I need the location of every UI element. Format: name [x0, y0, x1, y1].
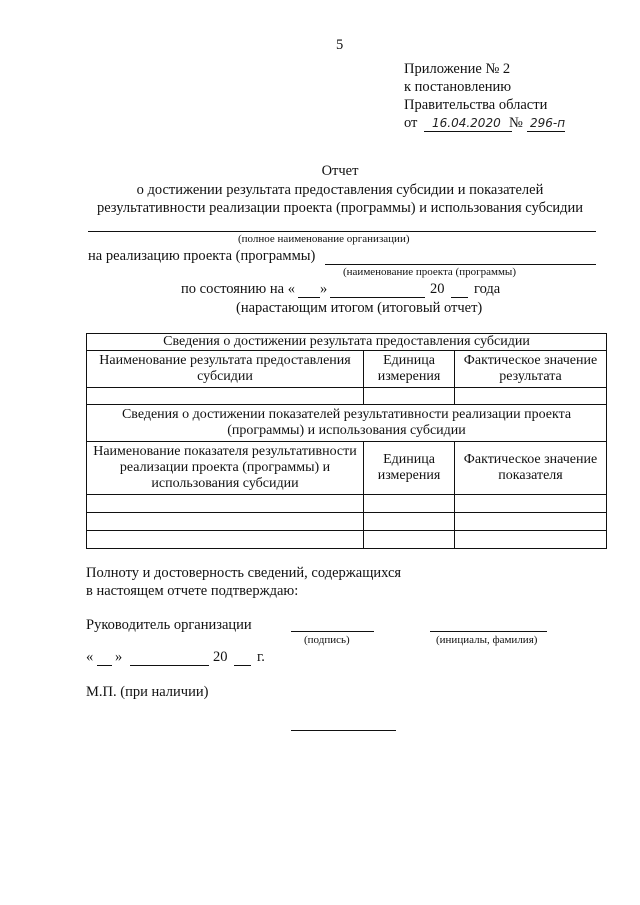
closing-rule [291, 730, 396, 731]
date-underline [424, 131, 512, 132]
section2-empty-row [87, 513, 607, 531]
sign-date-month-line [130, 665, 209, 666]
section1-header-value: Фактическое значение результата [455, 351, 607, 388]
table-cell[interactable] [87, 531, 364, 549]
table-cell[interactable] [455, 531, 607, 549]
appendix-line-2: к постановлению [404, 79, 512, 95]
project-label: на реализацию проекта (программы) [88, 248, 316, 264]
table-cell[interactable] [87, 388, 364, 405]
section1-title-row [87, 334, 607, 351]
as-of-day-line [298, 297, 320, 298]
table-cell[interactable] [455, 513, 607, 531]
sign-date-open: « [86, 649, 94, 665]
section2-empty-row [87, 531, 607, 549]
handwritten-number: 296-п [530, 116, 566, 130]
section2-header-row [87, 442, 607, 495]
stamp-label: М.П. (при наличии) [86, 684, 209, 700]
title-line-1: Отчет [321, 163, 359, 179]
table-cell[interactable] [87, 495, 364, 513]
table-cell[interactable] [364, 531, 455, 549]
title-line-3: результативности реализации проекта (программы) и использования субсидии [96, 200, 584, 216]
section2-header-value: Фактическое значение показателя [455, 442, 607, 495]
title-line-2: о достижении результата предоставления субсидии и показателей [136, 182, 544, 198]
as-of-month-line [330, 297, 425, 298]
sign-date-year-line [234, 665, 251, 666]
section2-empty-row [87, 495, 607, 513]
table-cell[interactable] [364, 495, 455, 513]
report-table [86, 333, 607, 549]
table-cell[interactable] [87, 513, 364, 531]
as-of-close-quote: » [320, 281, 328, 297]
section1-header-unit: Единица измерения [364, 351, 455, 388]
section1-title: Сведения о достижении результата предоставления субсидии [87, 334, 607, 351]
section2-header-unit: Единица измерения [364, 442, 455, 495]
initials-hint: (инициалы, фамилия) [436, 634, 538, 646]
sign-date-year-suffix: г. [257, 649, 265, 665]
sign-date-year-prefix: 20 [213, 649, 228, 665]
section1-empty-row [87, 388, 607, 405]
as-of-year-line [451, 297, 468, 298]
signature-line [291, 631, 374, 632]
table-cell[interactable] [455, 495, 607, 513]
section2-title-row [87, 405, 607, 442]
confirm-line-1: Полноту и достоверность сведений, содержащихся [86, 565, 402, 581]
as-of-year-suffix: года [474, 281, 501, 297]
confirm-line-2: в настоящем отчете подтверждаю: [86, 583, 299, 599]
handwritten-date: 16.04.2020 [432, 116, 501, 130]
appendix-line-1: Приложение № 2 [404, 61, 511, 77]
organization-name-line [88, 231, 596, 232]
section2-header-name: Наименование показателя результативности реализации проекта (программы) и использования субсидии [87, 442, 364, 495]
project-hint: (наименование проекта (программы) [343, 266, 516, 278]
project-name-line [325, 264, 596, 265]
section1-header-row [87, 351, 607, 388]
as-of-prefix: по состоянию на « [181, 281, 295, 297]
table-cell[interactable] [364, 513, 455, 531]
initials-line [430, 631, 547, 632]
section1-header-name: Наименование результата предоставления субсидии [87, 351, 364, 388]
appendix-date-prefix: от [404, 115, 418, 131]
sign-date-close: » [115, 649, 123, 665]
signature-hint: (подпись) [304, 634, 350, 646]
organization-hint: (полное наименование организации) [238, 233, 410, 245]
as-of-year-prefix: 20 [430, 281, 445, 297]
head-label: Руководитель организации [86, 617, 252, 633]
table-cell[interactable] [364, 388, 455, 405]
number-underline [527, 131, 565, 132]
cumulative-note: (нарастающим итогом (итоговый отчет) [236, 300, 483, 316]
table-cell[interactable] [455, 388, 607, 405]
section2-title: Сведения о достижении показателей результативности реализации проекта (программы) и использования субсидии [87, 405, 607, 442]
appendix-line-3: Правительства области [404, 97, 548, 113]
page-number: 5 [336, 37, 344, 53]
appendix-number-prefix: № [509, 115, 523, 131]
sign-date-day-line [97, 665, 112, 666]
